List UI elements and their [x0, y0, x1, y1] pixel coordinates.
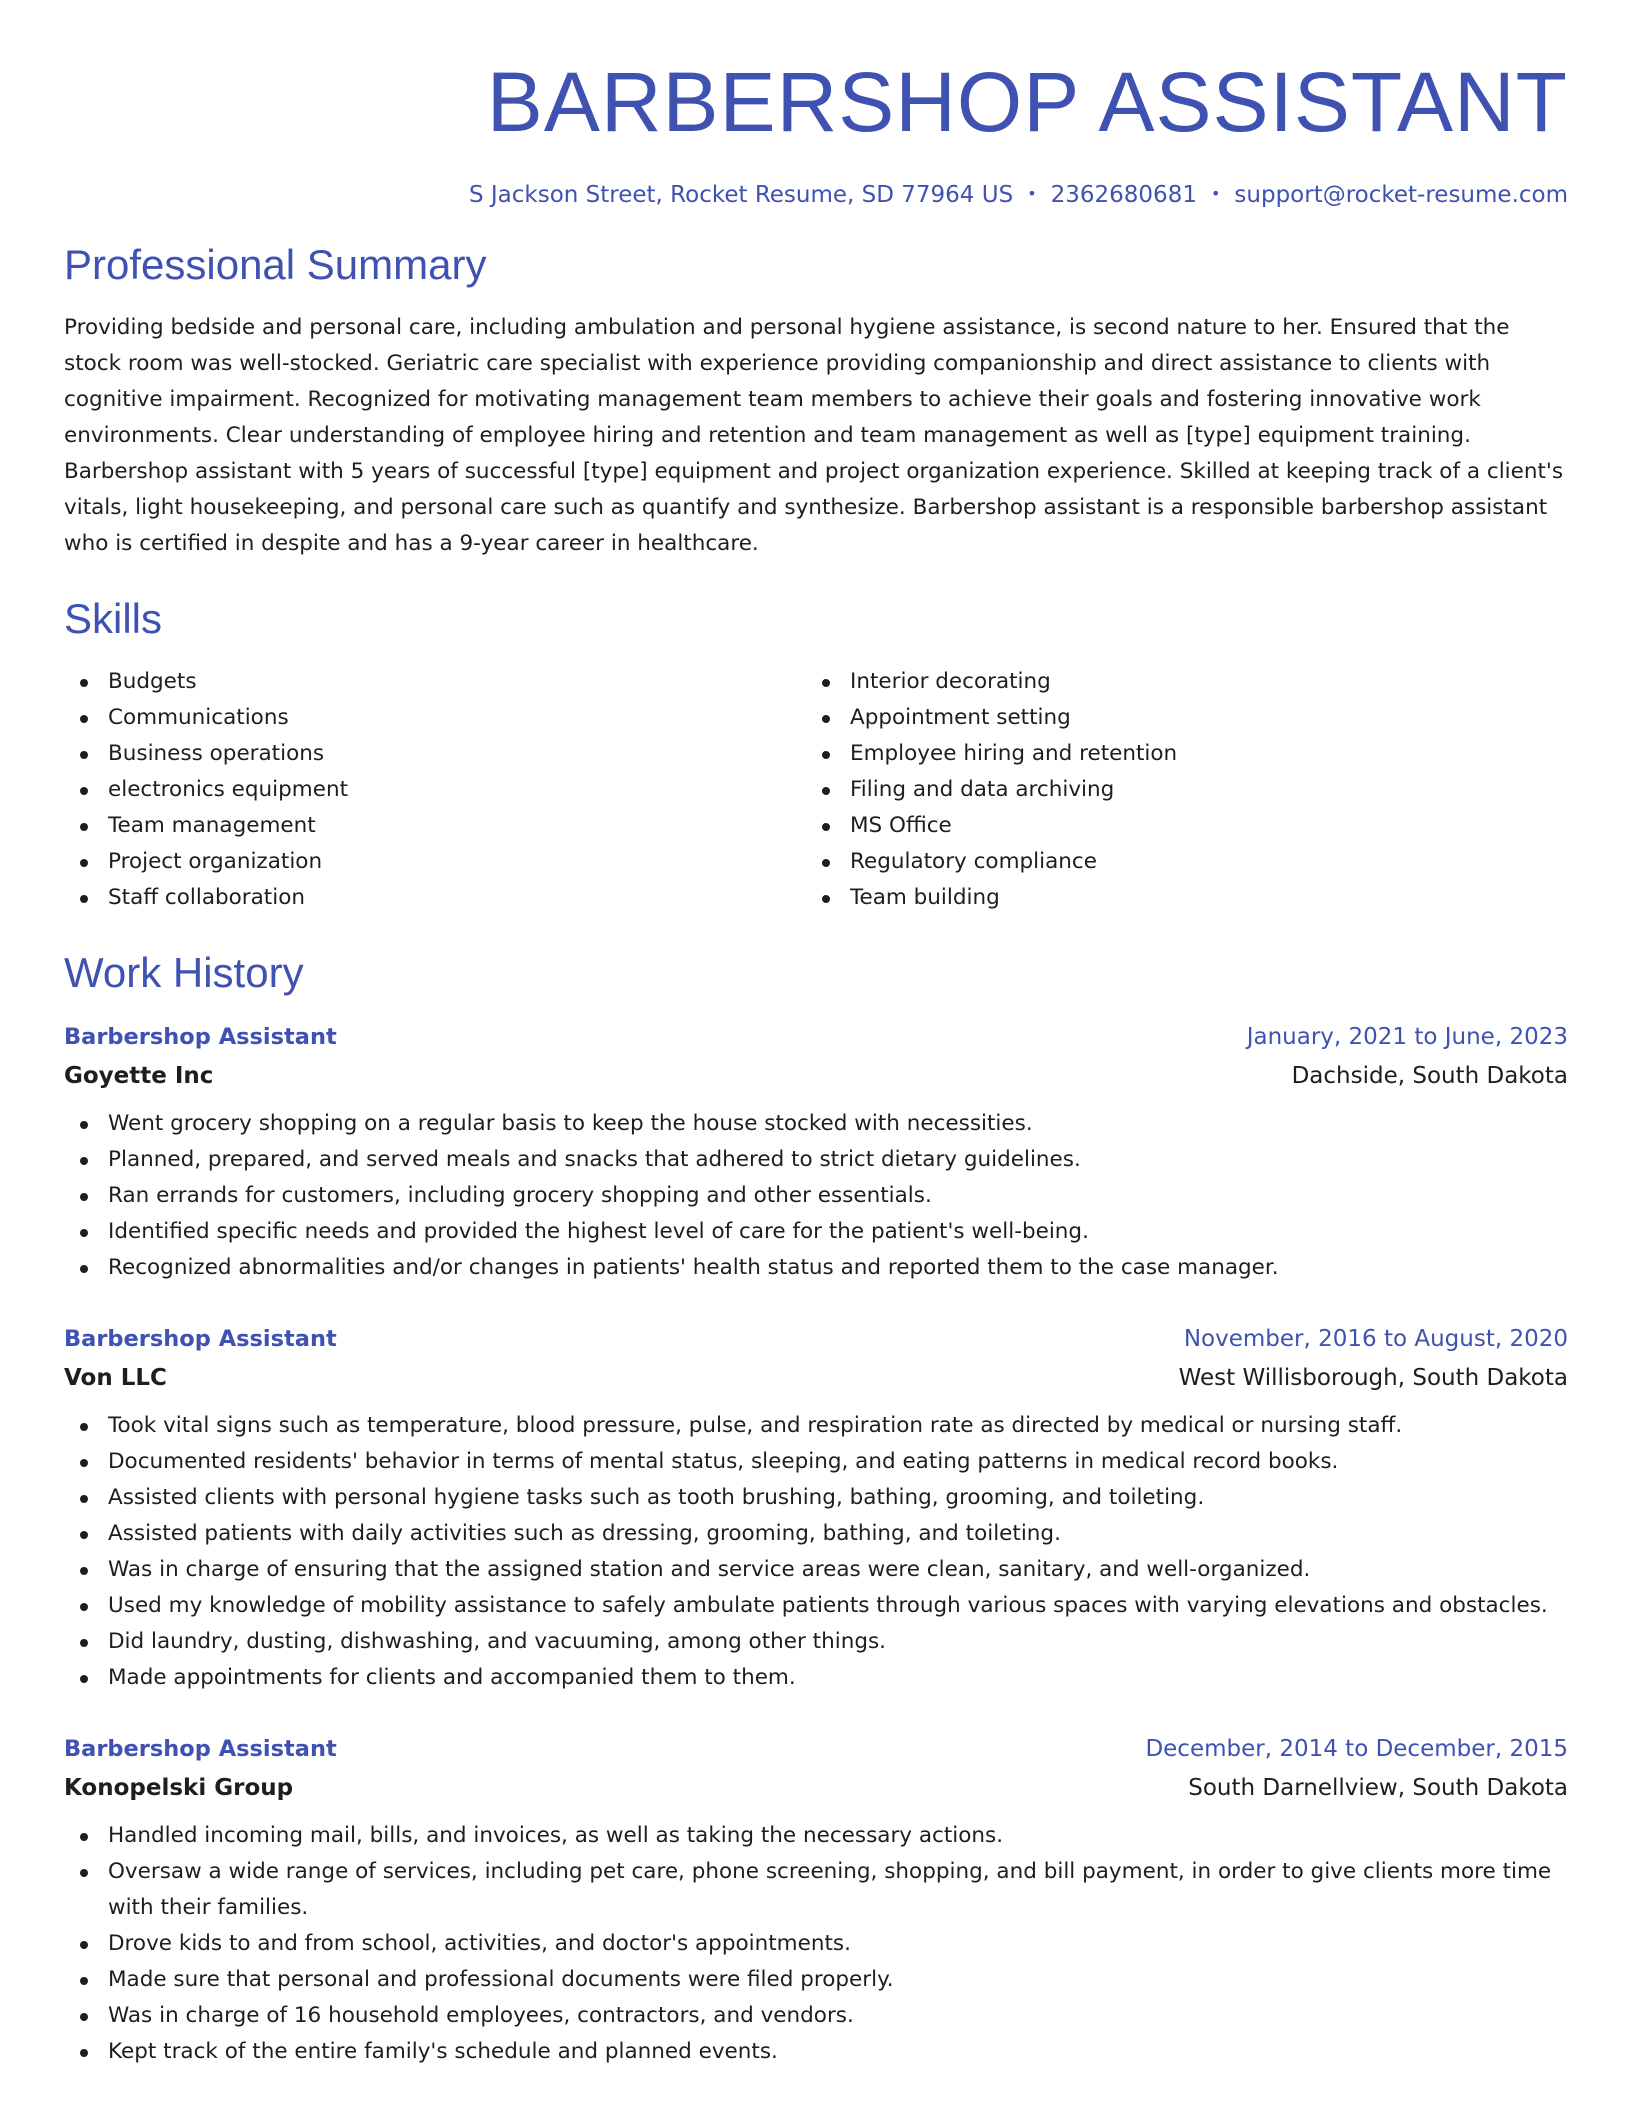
job-duties: [64, 1408, 1568, 1696]
job-title-row: [64, 1320, 1568, 1358]
duty-item: Was in charge of 16 household employees, contractors, and vendors.: [64, 1998, 1568, 2034]
job-dates: January, 2021 to June, 2023: [1246, 1024, 1568, 1050]
skill-item: Staff collaboration: [64, 880, 806, 916]
job-title-row: [64, 1730, 1568, 1768]
duty-item: Was in charge of ensuring that the assigned station and service areas were clean, sanitary, and well-organized.: [64, 1552, 1568, 1588]
skills-heading: Skills: [64, 595, 163, 642]
duty-item: Identified specific needs and provided the highest level of care for the patient's well-being.: [64, 1214, 1568, 1250]
job-company-row: [64, 1056, 1568, 1096]
duty-item: Drove kids to and from school, activities, and doctor's appointments.: [64, 1926, 1568, 1962]
skills-column-right: [806, 664, 1548, 916]
job-entry: [64, 1730, 1568, 2070]
skill-item: Budgets: [64, 664, 806, 700]
contact-email[interactable]: support@rocket-resume.com: [1234, 182, 1568, 208]
job-company-row: [64, 1358, 1568, 1398]
duty-item: Made sure that personal and professional documents were filed properly.: [64, 1962, 1568, 1998]
job-location: West Willisborough, South Dakota: [1178, 1365, 1568, 1391]
job-company: Von LLC: [64, 1365, 167, 1391]
duty-item: Planned, prepared, and served meals and snacks that adhered to strict dietary guidelines.: [64, 1142, 1568, 1178]
skill-item: Appointment setting: [806, 700, 1548, 736]
contact-separator: •: [1027, 184, 1037, 203]
duty-item: Took vital signs such as temperature, blood pressure, pulse, and respiration rate as directed by medical or nursing staff.: [64, 1408, 1568, 1444]
job-title: Barbershop Assistant: [64, 1024, 337, 1050]
job-dates: December, 2014 to December, 2015: [1145, 1736, 1568, 1762]
skill-item: Project organization: [64, 844, 806, 880]
skill-item: Regulatory compliance: [806, 844, 1548, 880]
summary-heading: Professional Summary: [64, 241, 487, 288]
work-history-heading: Work History: [64, 949, 304, 996]
duty-item: Went grocery shopping on a regular basis to keep the house stocked with necessities.: [64, 1106, 1568, 1142]
resume-header: [64, 0, 1568, 208]
duty-item: Oversaw a wide range of services, including pet care, phone screening, shopping, and bill payment, in order to give clients more time with their families.: [64, 1854, 1568, 1926]
duty-item: Ran errands for customers, including grocery shopping and other essentials.: [64, 1178, 1568, 1214]
skill-item: Interior decorating: [806, 664, 1548, 700]
skill-item: Filing and data archiving: [806, 772, 1548, 808]
duty-item: Did laundry, dusting, dishwashing, and vacuuming, among other things.: [64, 1624, 1568, 1660]
job-title-row: [64, 1018, 1568, 1056]
job-duties: [64, 1818, 1568, 2070]
skills-column-left: [64, 664, 806, 916]
duty-item: Handled incoming mail, bills, and invoices, as well as taking the necessary actions.: [64, 1818, 1568, 1854]
duty-item: Assisted patients with daily activities such as dressing, grooming, bathing, and toileting.: [64, 1516, 1568, 1552]
contact-line: [64, 182, 1568, 208]
skill-item: Business operations: [64, 736, 806, 772]
contact-phone: 2362680681: [1050, 182, 1197, 208]
job-entry: [64, 1320, 1568, 1696]
job-location: Dachside, South Dakota: [1291, 1063, 1568, 1089]
duty-item: Kept track of the entire family's schedule and planned events.: [64, 2034, 1568, 2070]
job-dates: November, 2016 to August, 2020: [1183, 1326, 1568, 1352]
skill-item: Communications: [64, 700, 806, 736]
skill-item: Team building: [806, 880, 1548, 916]
duty-item: Used my knowledge of mobility assistance to safely ambulate patients through various spaces with varying elevations and obstacles.: [64, 1588, 1568, 1624]
job-title: Barbershop Assistant: [64, 1736, 337, 1762]
contact-address: S Jackson Street, Rocket Resume, SD 77964 US: [468, 182, 1014, 208]
job-company: Konopelski Group: [64, 1775, 294, 1801]
job-company: Goyette Inc: [64, 1063, 214, 1089]
job-duties: [64, 1106, 1568, 1286]
candidate-name: BARBERSHOP ASSISTANT: [486, 55, 1568, 149]
summary-text: Providing bedside and personal care, including ambulation and personal hygiene assistance, is second nature to her. Ensured that the stock room was well-stocked. Geriatric care specialist with experience providing companionship and direct assistance to clients with cognitive impairment. Recognized for motivating management team members to achieve their goals and fostering innovative work environments. Clear understanding of employee hiring and retention and team management as well as [type] equipment training. Barbershop assistant with 5 years of successful [type] equipment and project organization experience. Skilled at keeping track of a client's vitals, light housekeeping, and personal care such as quantify and synthesize. Barbershop assistant is a responsible barbershop assistant who is certified in despite and has a 9-year career in healthcare.: [64, 315, 1564, 556]
job-company-row: [64, 1768, 1568, 1808]
job-entry: [64, 1018, 1568, 1286]
skill-item: Team management: [64, 808, 806, 844]
duty-item: Documented residents' behavior in terms of mental status, sleeping, and eating patterns in medical record books.: [64, 1444, 1568, 1480]
duty-item: Recognized abnormalities and/or changes in patients' health status and reported them to the case manager.: [64, 1250, 1568, 1286]
skill-item: MS Office: [806, 808, 1548, 844]
job-location: South Darnellview, South Dakota: [1188, 1775, 1568, 1801]
skill-item: electronics equipment: [64, 772, 806, 808]
skills-list: [64, 664, 1568, 916]
job-title: Barbershop Assistant: [64, 1326, 337, 1352]
duty-item: Assisted clients with personal hygiene tasks such as tooth brushing, bathing, grooming, and toileting.: [64, 1480, 1568, 1516]
skill-item: Employee hiring and retention: [806, 736, 1548, 772]
contact-separator: •: [1210, 184, 1221, 203]
resume-page: [64, 0, 1568, 2070]
duty-item: Made appointments for clients and accompanied them to them.: [64, 1660, 1568, 1696]
